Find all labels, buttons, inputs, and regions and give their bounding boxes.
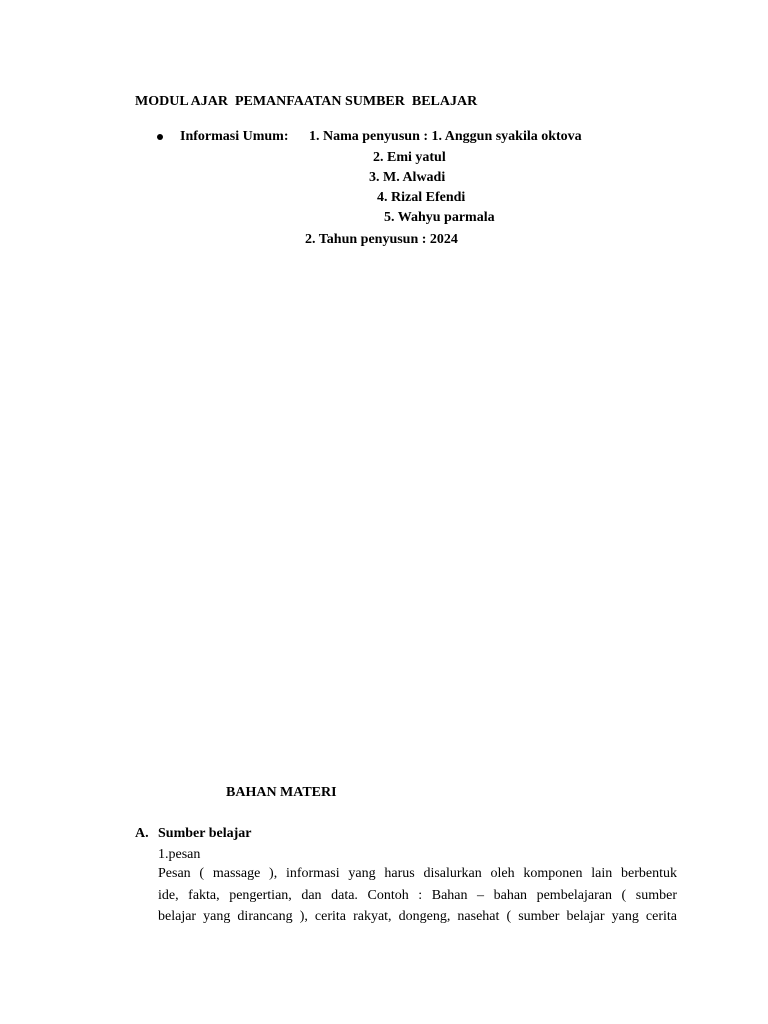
info-label: Informasi Umum: (180, 129, 289, 144)
author-item: 4. Rizal Efendi (377, 190, 466, 205)
paragraph-line: Pesan ( massage ), informasi yang harus disalurkan oleh komponen lain berbentuk (158, 866, 677, 881)
author-item: 5. Wahyu parmala (384, 210, 495, 225)
author-item: 3. M. Alwadi (369, 170, 446, 185)
year-line: 2. Tahun penyusun : 2024 (305, 232, 458, 247)
subsection-title: Sumber belajar (158, 826, 252, 841)
section-heading: BAHAN MATERI (226, 785, 337, 800)
paragraph-line: ide, fakta, pengertian, dan data. Contoh : Bahan – bahan pembelajaran ( sumber (158, 887, 677, 903)
subsection-marker: A. (135, 826, 149, 841)
item-label: 1.pesan (158, 847, 201, 862)
document-title: MODUL AJAR PEMANFAATAN SUMBER BELAJAR (135, 94, 478, 109)
author-heading: 1. Nama penyusun : 1. Anggun syakila oktova (309, 129, 582, 144)
author-item: 2. Emi yatul (373, 150, 446, 165)
paragraph-line: belajar yang dirancang ), cerita rakyat, dongeng, nasehat ( sumber belajar yang cerita (158, 909, 677, 924)
body-paragraph (158, 863, 677, 928)
bullet-icon (157, 134, 163, 140)
